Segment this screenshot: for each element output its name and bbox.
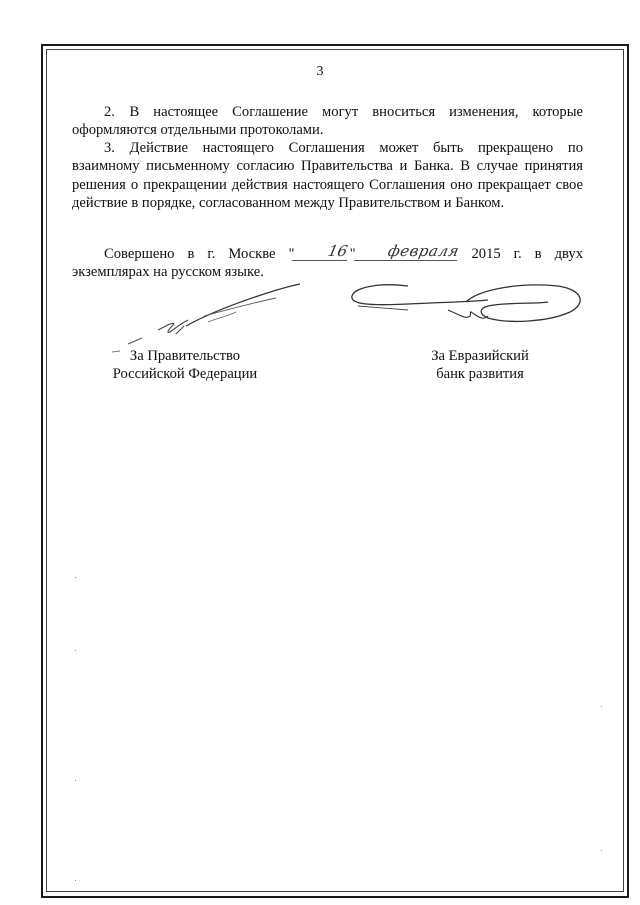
signature-left (108, 282, 308, 354)
scan-speck (75, 650, 76, 651)
signatory-government (100, 347, 270, 383)
signature-right (348, 280, 588, 332)
signing-statement-text (72, 244, 583, 282)
page-number: 3 (316, 64, 324, 79)
scan-speck (75, 780, 76, 781)
signing-prefix: Совершено в г. Москве " (104, 246, 295, 262)
scan-speck (601, 850, 602, 851)
paragraph-3-text: 3. Действие настоящего Соглашения может быть прекращено по взаимному письменному согласию Правительства и Банка. В случае принятия решения о прекращении действия настоящего Соглашения оно прекращает свое действие в порядке, согласованном между Правительством и Банком. (72, 140, 583, 211)
signatory-government-line1: За Правительство (129, 348, 241, 364)
signatory-government-line2: Российской Федерации (112, 366, 258, 382)
paragraph-2 (72, 103, 583, 140)
paragraph-3 (72, 139, 583, 212)
scan-speck (75, 577, 76, 578)
scan-speck (601, 706, 602, 707)
scan-speck (75, 880, 76, 881)
signatory-bank-line1: За Евразийский (431, 348, 529, 364)
signing-statement (72, 244, 583, 282)
signing-quote: " (349, 246, 356, 262)
handwritten-month: февраля (353, 242, 460, 261)
signatory-bank-line2: банк развития (436, 366, 524, 382)
handwritten-day: 16 (292, 242, 351, 261)
paragraph-2-text: 2. В настоящее Соглашение могут вноситься изменения, которые оформляются отдельными протоколами. (72, 104, 583, 139)
signatory-bank (395, 347, 565, 383)
signing-suffix: 2015 г. в двух экземплярах на русском языке. (72, 246, 584, 281)
